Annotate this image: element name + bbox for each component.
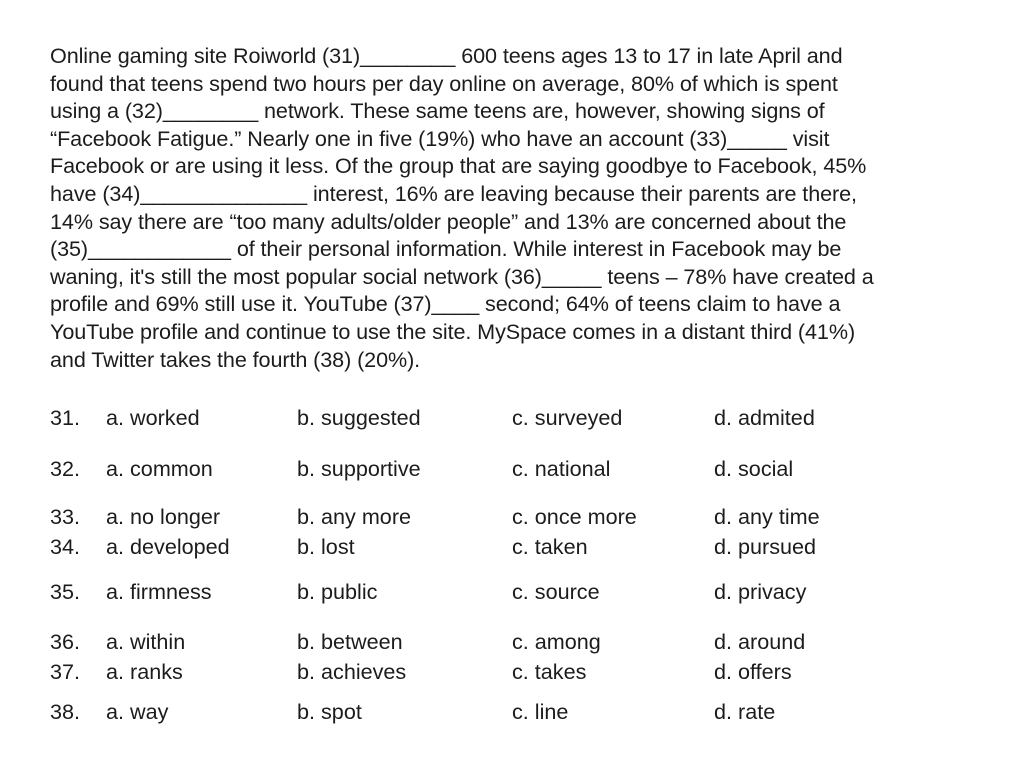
- option-b: b. achieves: [297, 659, 407, 684]
- option-a: a. developed: [106, 534, 230, 559]
- passage-line: using a (32)________ network. These same teens are, however, showing signs of: [50, 98, 825, 124]
- option-a: a. within: [106, 629, 186, 654]
- option-d: d. pursued: [714, 534, 817, 559]
- option-c: c. takes: [512, 659, 587, 684]
- option-b: b. public: [297, 579, 378, 604]
- option-a: a. way: [106, 699, 169, 724]
- passage-line: profile and 69% still use it. YouTube (37)____ second; 64% of teens claim to have a: [50, 291, 841, 317]
- question-number: 37.: [50, 659, 81, 684]
- passage-line: waning, it's still the most popular social network (36)_____ teens – 78% have created a: [50, 263, 874, 289]
- reading-passage: [50, 42, 1000, 373]
- option-b: b. lost: [297, 534, 355, 559]
- passage-line: and Twitter takes the fourth (38) (20%).: [50, 346, 421, 372]
- option-b: b. suggested: [297, 405, 421, 430]
- option-b: b. any more: [297, 504, 412, 529]
- question-number: 32.: [50, 456, 81, 481]
- option-d: d. rate: [714, 699, 776, 724]
- option-c: c. source: [512, 579, 600, 604]
- option-c: c. once more: [512, 504, 637, 529]
- option-b: b. supportive: [297, 456, 421, 481]
- passage-line: (35)____________ of their personal information. While interest in Facebook may be: [50, 236, 842, 262]
- question-number: 34.: [50, 534, 81, 559]
- passage-line: YouTube profile and continue to use the site. MySpace comes in a distant third (41%): [50, 318, 856, 344]
- option-d: d. around: [714, 629, 806, 654]
- option-a: a. no longer: [106, 504, 221, 529]
- option-a: a. ranks: [106, 659, 183, 684]
- option-b: b. between: [297, 629, 403, 654]
- option-d: d. offers: [714, 659, 792, 684]
- passage-line: 14% say there are “too many adults/older people” and 13% are concerned about the: [50, 208, 847, 234]
- option-c: c. line: [512, 699, 569, 724]
- question-number: 31.: [50, 405, 81, 430]
- option-a: a. common: [106, 456, 213, 481]
- option-c: c. among: [512, 629, 601, 654]
- option-a: a. worked: [106, 405, 200, 430]
- passage-line: found that teens spend two hours per day online on average, 80% of which is spent: [50, 70, 838, 96]
- option-c: c. surveyed: [512, 405, 623, 430]
- passage-line: “Facebook Fatigue.” Nearly one in five (19%) who have an account (33)_____ visit: [50, 125, 830, 151]
- question-number: 33.: [50, 504, 81, 529]
- passage-line: Online gaming site Roiworld (31)________ 600 teens ages 13 to 17 in late April and: [50, 43, 843, 68]
- option-c: c. taken: [512, 534, 588, 559]
- passage-line: Facebook or are using it less. Of the group that are saying goodbye to Facebook, 45%: [50, 153, 867, 179]
- question-number: 36.: [50, 629, 81, 654]
- option-d: d. admited: [714, 405, 815, 430]
- option-a: a. firmness: [106, 579, 212, 604]
- option-d: d. social: [714, 456, 794, 481]
- passage-line: have (34)______________ interest, 16% are leaving because their parents are there,: [50, 180, 857, 206]
- question-number: 38.: [50, 699, 81, 724]
- option-d: d. any time: [714, 504, 820, 529]
- option-d: d. privacy: [714, 579, 807, 604]
- question-number: 35.: [50, 579, 81, 604]
- option-b: b. spot: [297, 699, 362, 724]
- option-c: c. national: [512, 456, 611, 481]
